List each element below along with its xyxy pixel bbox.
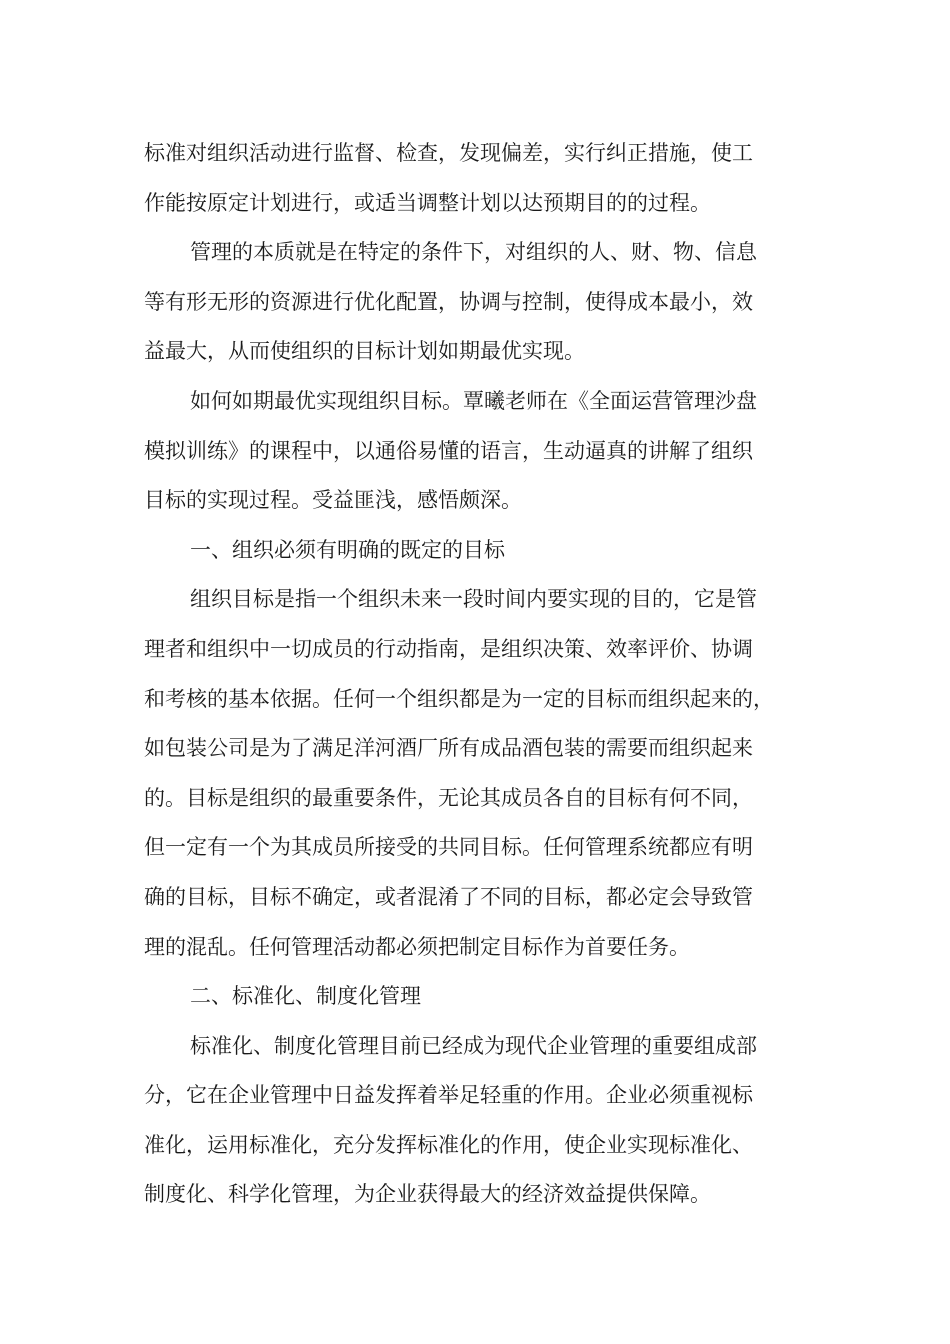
text-line: 和考核的基本依据。任何一个组织都是为一定的目标而组织起来的， bbox=[144, 686, 774, 711]
text-line: 组织目标是指一个组织未来一段时间内要实现的目的，它是管 bbox=[190, 587, 757, 612]
text-line: 作能按原定计划进行，或适当调整计划以达预期目的的过程。 bbox=[144, 190, 711, 215]
text-line: 模拟训练》的课程中，以通俗易懂的语言，生动逼真的讲解了组织 bbox=[144, 438, 753, 463]
text-line: 目标的实现过程。受益匪浅，感悟颇深。 bbox=[144, 488, 522, 513]
text-line: 但一定有一个为其成员所接受的共同目标。任何管理系统都应有明 bbox=[144, 835, 753, 860]
text-line: 二、标准化、制度化管理 bbox=[190, 984, 421, 1009]
text-line: 理者和组织中一切成员的行动指南，是组织决策、效率评价、协调 bbox=[144, 636, 753, 661]
text-line: 标准化、制度化管理目前已经成为现代企业管理的重要组成部 bbox=[190, 1033, 757, 1058]
text-line: 确的目标，目标不确定，或者混淆了不同的目标，都必定会导致管 bbox=[144, 884, 753, 909]
text-line: 一、组织必须有明确的既定的目标 bbox=[190, 537, 505, 562]
text-line: 如何如期最优实现组织目标。覃曦老师在《全面运营管理沙盘 bbox=[190, 388, 757, 413]
text-line: 益最大，从而使组织的目标计划如期最优实现。 bbox=[144, 339, 585, 364]
text-line: 制度化、科学化管理，为企业获得最大的经济效益提供保障。 bbox=[144, 1182, 711, 1207]
text-line: 如包装公司是为了满足洋河酒厂所有成品酒包装的需要而组织起来 bbox=[144, 736, 753, 761]
document-body bbox=[144, 129, 824, 1220]
text-line: 准化，运用标准化，充分发挥标准化的作用，使企业实现标准化、 bbox=[144, 1132, 753, 1157]
text-line: 标准对组织活动进行监督、检查，发现偏差，实行纠正措施，使工 bbox=[144, 141, 753, 165]
text-line: 的。目标是组织的最重要条件，无论其成员各自的目标有何不同， bbox=[144, 785, 753, 810]
text-line: 理的混乱。任何管理活动都必须把制定目标作为首要任务。 bbox=[144, 934, 690, 959]
text-line: 等有形无形的资源进行优化配置，协调与控制，使得成本最小，效 bbox=[144, 289, 753, 314]
text-line: 管理的本质就是在特定的条件下，对组织的人、财、物、信息 bbox=[190, 240, 757, 265]
text-line: 分，它在企业管理中日益发挥着举足轻重的作用。企业必须重视标 bbox=[144, 1083, 753, 1108]
